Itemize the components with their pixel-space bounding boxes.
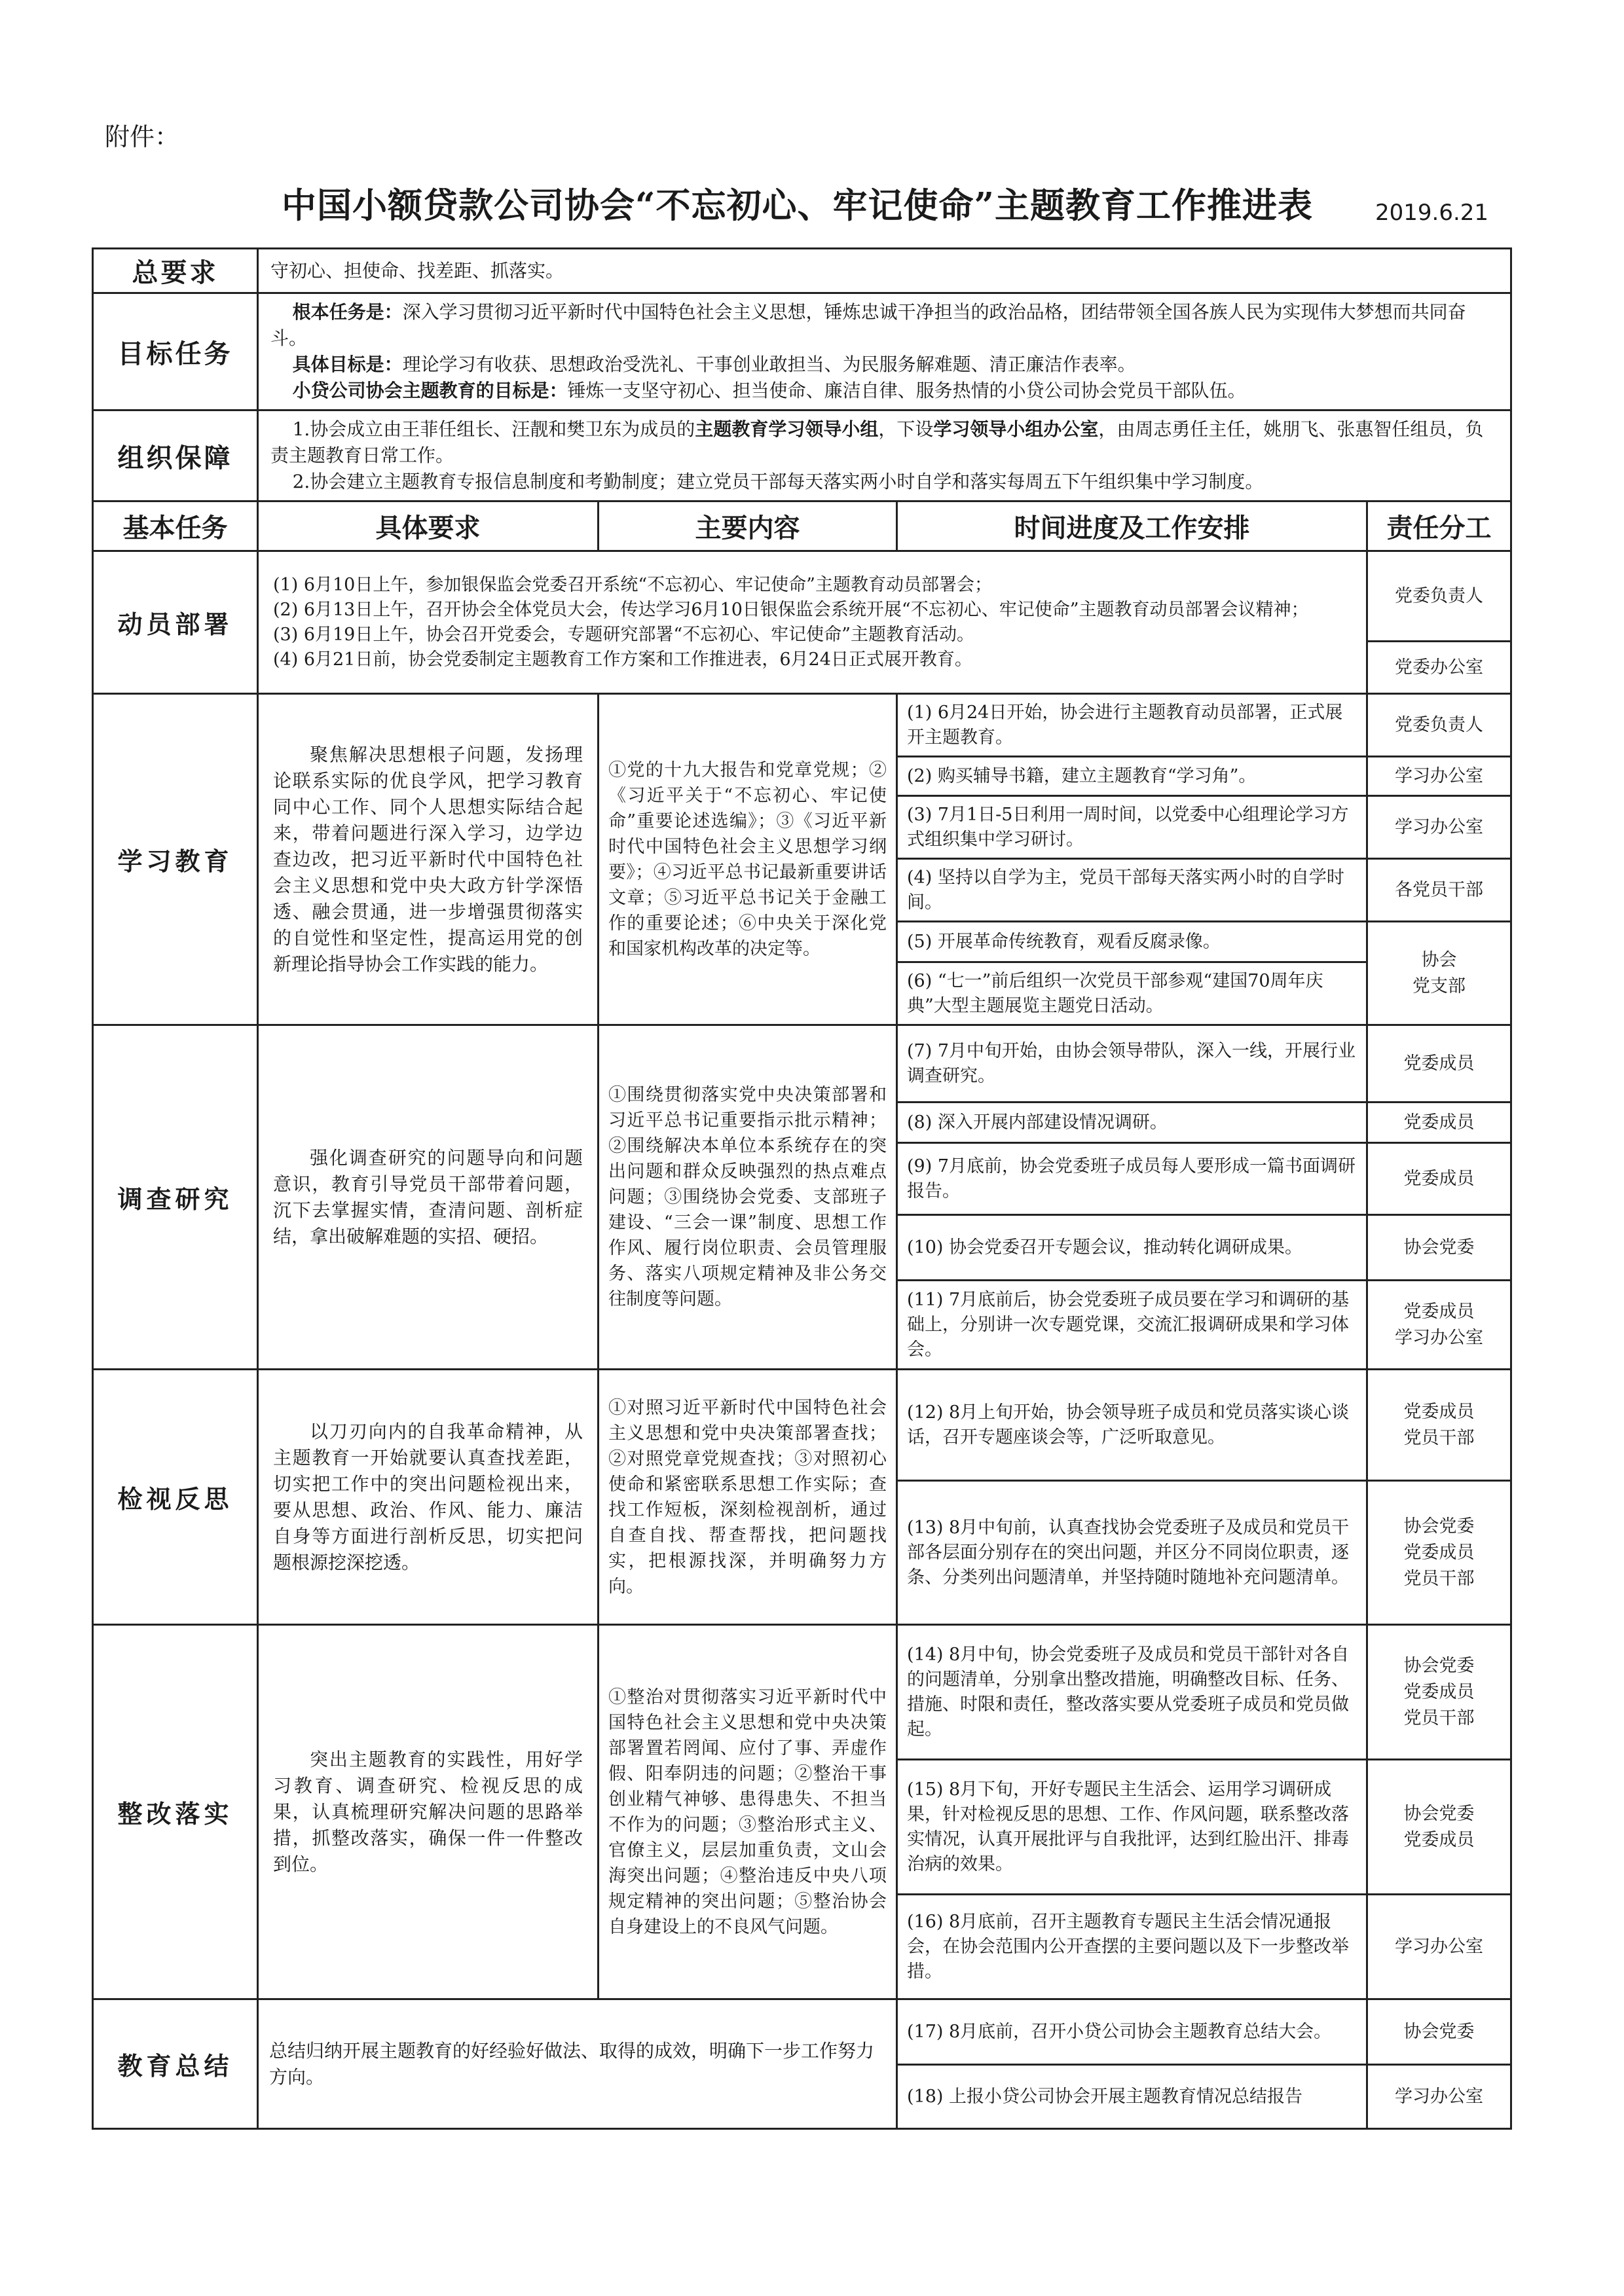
research-responsibility — [1367, 1281, 1511, 1370]
study-row — [93, 694, 1511, 757]
goals-label: 目标任务 — [93, 293, 258, 410]
mobilize-responsibility: 党委办公室 — [1367, 642, 1511, 694]
work-plan-table — [92, 247, 1512, 2130]
study-requirement: 聚焦解决思想根子问题，发扬理论联系实际的优良学风，把学习教育同中心工作、同个人思想实际结合起来，带着问题进行深入学习，边学边查边改，把习近平新时代中国特色社会主义思想和党中央大政方针学深悟透、融会贯通，进一步增强贯彻落实的自觉性和坚定性，提高运用党的创新理论指导协会工作实践的能力。 — [258, 694, 599, 1025]
goals-row — [93, 293, 1511, 410]
study-responsibility: 学习办公室 — [1367, 796, 1511, 859]
specific-goal-label: 具体目标是： — [292, 354, 403, 375]
resp-line: 协会党委 — [1403, 1655, 1475, 1676]
header-task: 基本任务 — [93, 501, 258, 551]
rectify-responsibility — [1367, 1625, 1511, 1760]
fundamental-task-text: 深入学习贯彻习近平新时代中国特色社会主义思想，锤炼忠诚干净担当的政治品格，团结带领全国各族人民为实现伟大梦想而共同奋斗。 — [270, 301, 1466, 349]
org-office: 学习领导小组办公室 — [933, 418, 1099, 440]
header-responsibility: 责任分工 — [1367, 501, 1511, 551]
rectify-schedule: (16) 8月底前，召开主题教育专题民主生活会情况通报会，在协会范围内公开查摆的主要问题以及下一步整改举措。 — [897, 1895, 1367, 1999]
research-schedule: (11) 7月底前后，协会党委班子成员要在学习和调研的基础上，分别讲一次专题党课，交流汇报调研成果和学习体会。 — [897, 1281, 1367, 1370]
study-content: ①党的十九大报告和党章党规；②《习近平关于“不忘初心、牢记使命”重要论述选编》；③《习近平新时代中国特色社会主义思想学习纲要》；④习近平总书记最新重要讲话文章；⑤习近平总书记关于金融工作的重要论述；⑥中央关于深化党和国家机构改革的决定等。 — [599, 694, 897, 1025]
resp-line: 党委成员 — [1403, 1829, 1475, 1850]
research-label: 调查研究 — [93, 1025, 258, 1370]
summary-responsibility: 协会党委 — [1367, 1999, 1511, 2065]
summary-row — [93, 1999, 1511, 2065]
general-requirement-label: 总要求 — [93, 249, 258, 293]
resp-line: 党委成员 — [1403, 1301, 1475, 1322]
research-schedule: (9) 7月底前，协会党委班子成员每人要形成一篇书面调研报告。 — [897, 1143, 1367, 1215]
mobilize-item: (2) 6月13日上午，召开协会全体党员大会，传达学习6月10日银保监会系统开展“不忘初心、牢记使命”主题教育动员部署会议精神； — [273, 599, 1309, 620]
study-schedule: (6) “七一”前后组织一次党员干部参观“建国70周年庆典”大型主题展览主题党日活动。 — [897, 962, 1367, 1025]
header-requirement: 具体要求 — [258, 501, 599, 551]
org-line1-part: ，由周志勇任主任，姚朋飞、张惠智任组员，负责主题教育日常工作。 — [270, 418, 1484, 466]
mobilize-item: (4) 6月21日前，协会党委制定主题教育工作方案和工作推进表，6月24日正式展开教育。 — [273, 649, 972, 670]
review-label: 检视反思 — [93, 1370, 258, 1625]
study-schedule: (3) 7月1日-5日利用一周时间，以党委中心组理论学习方式组织集中学习研讨。 — [897, 796, 1367, 859]
resp-line: 党委成员 — [1403, 1401, 1475, 1422]
resp-line: 党支部 — [1412, 975, 1466, 996]
summary-label: 教育总结 — [93, 1999, 258, 2129]
mobilize-item: (1) 6月10日上午，参加银保监会党委召开系统“不忘初心、牢记使命”主题教育动员部署会； — [273, 574, 992, 595]
resp-line: 协会 — [1421, 949, 1457, 970]
organization-label: 组织保障 — [93, 410, 258, 501]
study-responsibility: 学习办公室 — [1367, 757, 1511, 796]
review-schedule: (12) 8月上旬开始，协会领导班子成员和党员落实谈心谈话，召开专题座谈会等，广泛听取意见。 — [897, 1370, 1367, 1481]
resp-line: 协会党委 — [1403, 1516, 1475, 1537]
attachment-label: 附件： — [105, 122, 180, 151]
research-requirement: 强化调查研究的问题导向和问题意识，教育引导党员干部带着问题，沉下去掌握实情，查清问题、剖析症结，拿出破解难题的实招、硬招。 — [258, 1025, 599, 1370]
org-line1-part: 1.协会成立由王菲任组长、汪靓和樊卫东为成员的 — [292, 418, 695, 440]
study-schedule: (2) 购买辅导书籍，建立主题教育“学习角”。 — [897, 757, 1367, 796]
mobilize-item: (3) 6月19日上午，协会召开党委会，专题研究部署“不忘初心、牢记使命”主题教育活动。 — [273, 624, 974, 645]
org-line2: 2.协会建立主题教育专报信息制度和考勤制度；建立党员干部每天落实两小时自学和落实每周五下午组织集中学习制度。 — [292, 471, 1264, 492]
resp-line: 学习办公室 — [1395, 1936, 1483, 1957]
summary-responsibility: 学习办公室 — [1367, 2065, 1511, 2129]
study-responsibility-branch — [1367, 922, 1511, 1025]
research-schedule: (8) 深入开展内部建设情况调研。 — [897, 1102, 1367, 1143]
study-schedule: (5) 开展革命传统教育，观看反腐录像。 — [897, 922, 1367, 962]
header-schedule: 时间进度及工作安排 — [897, 501, 1367, 551]
research-content: ①围绕贯彻落实党中央决策部署和习近平总书记重要指示批示精神；②围绕解决本单位本系统存在的突出问题和群众反映强烈的热点难点问题；③围绕协会党委、支部班子建设、“三会一课”制度、思想工作作风、履行岗位职责、会员管理服务、落实八项规定精神及非公务交往制度等问题。 — [599, 1025, 897, 1370]
mobilize-label: 动员部署 — [93, 551, 258, 694]
association-goal-label: 小贷公司协会主题教育的目标是： — [292, 380, 568, 401]
rectify-responsibility — [1367, 1760, 1511, 1895]
specific-goal-text: 理论学习有收获、思想政治受洗礼、干事创业敢担当、为民服务解难题、清正廉洁作表率。 — [402, 354, 1136, 375]
rectify-schedule: (15) 8月下旬，开好专题民主生活会、运用学习调研成果，针对检视反思的思想、工作、作风问题，联系整改落实情况，认真开展批评与自我批评，达到红脸出汗、排毒治病的效果。 — [897, 1760, 1367, 1895]
mobilize-row — [93, 551, 1511, 642]
rectify-content: ①整治对贯彻落实习近平新时代中国特色社会主义思想和党中央决策部署置若罔闻、应付了事、弄虚作假、阳奉阴违的问题；②整治干事创业精气神够、患得患失、不担当不作为的问题；③整治形式主义、官僚主义，层层加重负责，文山会海突出问题；④整治违反中央八项规定精神的突出问题；⑤整治协会自身建设上的不良风气问题。 — [599, 1625, 897, 1999]
header-content: 主要内容 — [599, 501, 897, 551]
review-responsibility — [1367, 1481, 1511, 1625]
goals-text — [258, 293, 1511, 410]
study-schedule: (1) 6月24日开始，协会进行主题教育动员部署，正式展开主题教育。 — [897, 694, 1367, 757]
general-requirement-row — [93, 249, 1511, 293]
resp-line: 党委成员 — [1403, 1542, 1475, 1563]
table-header-row — [93, 501, 1511, 551]
rectify-row — [93, 1625, 1511, 1760]
research-schedule: (7) 7月中旬开始，由协会领导带队，深入一线，开展行业调查研究。 — [897, 1025, 1367, 1102]
research-responsibility: 党委成员 — [1367, 1102, 1511, 1143]
study-label: 学习教育 — [93, 694, 258, 1025]
organization-row — [93, 410, 1511, 501]
page-title: 中国小额贷款公司协会“不忘初心、牢记使命”主题教育工作推进表 — [282, 185, 1313, 226]
org-leading-group: 主题教育学习领导小组 — [695, 418, 879, 440]
summary-schedule: (17) 8月底前，召开小贷公司协会主题教育总结大会。 — [897, 1999, 1367, 2065]
study-responsibility: 党委负责人 — [1367, 694, 1511, 757]
research-schedule: (10) 协会党委召开专题会议，推动转化调研成果。 — [897, 1215, 1367, 1281]
study-schedule: (4) 坚持以自学为主，党员干部每天落实两小时的自学时间。 — [897, 859, 1367, 922]
rectify-schedule: (14) 8月中旬，协会党委班子及成员和党员干部针对各自的问题清单，分别拿出整改措施，明确整改目标、任务、措施、时限和责任，整改落实要从党委班子成员和党员做起。 — [897, 1625, 1367, 1760]
document-date: 2019.6.21 — [1375, 200, 1489, 226]
rectify-requirement: 突出主题教育的实践性，用好学习教育、调查研究、检视反思的成果，认真梳理研究解决问题的思路举措，抓整改落实，确保一件一件整改到位。 — [258, 1625, 599, 1999]
resp-line: 党员干部 — [1403, 1427, 1475, 1448]
summary-requirement: 总结归纳开展主题教育的好经验好做法、取得的成效，明确下一步工作努力方向。 — [258, 1999, 897, 2129]
review-requirement: 以刀刃向内的自我革命精神，从主题教育一开始就要认真查找差距，切实把工作中的突出问题检视出来，要从思想、政治、作风、能力、廉洁自身等方面进行剖析反思，切实把问题根源挖深挖透。 — [258, 1370, 599, 1625]
resp-line: 学习办公室 — [1395, 1327, 1483, 1348]
study-responsibility: 各党员干部 — [1367, 859, 1511, 922]
resp-line: 党委成员 — [1403, 1681, 1475, 1702]
research-responsibility: 党委成员 — [1367, 1025, 1511, 1102]
rectify-label: 整改落实 — [93, 1625, 258, 1999]
review-schedule: (13) 8月中旬前，认真查找协会党委班子及成员和党员干部各层面分别存在的突出问题，并区分不同岗位职责，逐条、分类列出问题清单，并坚持随时随地补充问题清单。 — [897, 1481, 1367, 1625]
fundamental-task-label: 根本任务是： — [292, 301, 403, 323]
mobilize-responsibility: 党委负责人 — [1367, 551, 1511, 642]
resp-line: 协会党委 — [1403, 1803, 1475, 1824]
research-responsibility: 协会党委 — [1367, 1215, 1511, 1281]
review-responsibility — [1367, 1370, 1511, 1481]
summary-schedule: (18) 上报小贷公司协会开展主题教育情况总结报告 — [897, 2065, 1367, 2129]
general-requirement-text: 守初心、担使命、找差距、抓落实。 — [258, 249, 1511, 293]
resp-line: 党员干部 — [1403, 1707, 1475, 1728]
mobilize-items — [258, 551, 1367, 694]
research-row — [93, 1025, 1511, 1102]
research-responsibility: 党委成员 — [1367, 1143, 1511, 1215]
review-row — [93, 1370, 1511, 1481]
review-content: ①对照习近平新时代中国特色社会主义思想和党中央决策部署查找；②对照党章党规查找；③对照初心使命和紧密联系思想工作实际；查找工作短板，深刻检视剖析，通过自查自找、帮查帮找，把问题找实，把根源找深，并明确努力方向。 — [599, 1370, 897, 1625]
org-line1-part: ，下设 — [878, 418, 934, 440]
association-goal-text: 锤炼一支坚守初心、担当使命、廉洁自律、服务热情的小贷公司协会党员干部队伍。 — [567, 380, 1246, 401]
rectify-responsibility — [1367, 1895, 1511, 1999]
resp-line: 党员干部 — [1403, 1568, 1475, 1589]
organization-text — [258, 410, 1511, 501]
